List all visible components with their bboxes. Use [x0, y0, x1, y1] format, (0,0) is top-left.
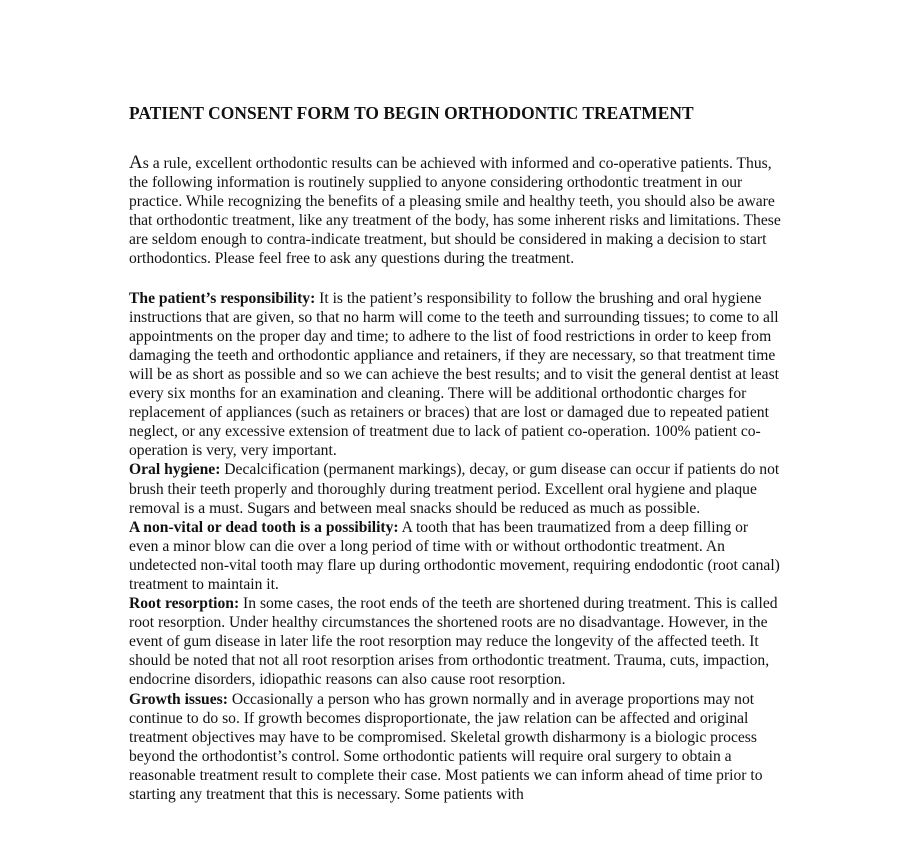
- intro-drop-letter: A: [129, 152, 143, 173]
- consent-sections: [129, 289, 781, 805]
- section-body: It is the patient’s responsibility to follow the brushing and oral hygiene instructions that are given, so that no harm will come to the teeth and surrounding tissues; to come to all appointments on the proper day and time; to adhere to the list of food restrictions in order to keep from damaging the teeth and orthodontic appliance and retainers, if they are necessary, so that treatment time will be as short as possible and so we can achieve the best results; and to visit the general dentist at least every six months for an examination and cleaning. There will be additional orthodontic charges for replacement of appliances (such as retainers or braces) that are lost or damaged due to repeated patient neglect, or any excessive extension of treatment due to lack of patient co-operation. 100% patient co-operation is very, very important.: [129, 289, 780, 460]
- section-body: A tooth that has been traumatized from a deep filling or even a minor blow can die over a long period of time with or without orthodontic treatment. An undetected non-vital tooth may flare up during orthodontic movement, requiring endodontic (root canal) treatment to maintain it.: [129, 518, 780, 593]
- section-body: Decalcification (permanent markings), decay, or gum disease can occur if patients do not brush their teeth properly and thoroughly during treatment period. Excellent oral hygiene and plaque removal is a must. Sugars and between meal snacks should be reduced as much as possible.: [129, 461, 780, 517]
- consent-document: [129, 102, 781, 804]
- section-heading: A non-vital or dead tooth is a possibility:: [129, 518, 399, 536]
- section-patient-responsibility: [129, 289, 781, 461]
- section-heading: Oral hygiene:: [129, 461, 221, 479]
- section-heading: Root resorption:: [129, 595, 240, 613]
- intro-paragraph: [129, 153, 781, 269]
- section-non-vital-tooth: [129, 518, 781, 594]
- section-growth-issues: [129, 690, 781, 805]
- section-heading: Growth issues:: [129, 690, 228, 708]
- intro-text: s a rule, excellent orthodontic results can be achieved with informed and co-operative patients. Thus, the following information is routinely supplied to anyone considering orthodontic treatment in our practice. While recognizing the benefits of a pleasing smile and healthy teeth, you should also be aware that orthodontic treatment, like any treatment of the body, has some inherent risks and limitations. These are seldom enough to contra-indicate treatment, but should be considered in making a decision to start orthodontics. Please feel free to ask any questions during the treatment.: [129, 155, 781, 268]
- section-heading: The patient’s responsibility:: [129, 289, 316, 307]
- section-oral-hygiene: [129, 460, 781, 517]
- section-root-resorption: [129, 594, 781, 689]
- section-body: In some cases, the root ends of the teeth are shortened during treatment. This is called root resorption. Under healthy circumstances the shortened roots are no disadvantage. However, in the event of gum disease in later life the root resorption may reduce the longevity of the affected teeth. It should be noted that not all root resorption arises from orthodontic treatment. Trauma, cuts, impaction, endocrine disorders, idiopathic reasons can also cause root resorption.: [129, 595, 778, 689]
- section-body: Occasionally a person who has grown normally and in average proportions may not continue to do so. If growth becomes disproportionate, the jaw relation can be affected and original treatment objectives may have to be compromised. Skeletal growth disharmony is a biologic process beyond the orthodontist’s control. Some orthodontic patients will require oral surgery to obtain a reasonable treatment result to complete their case. Most patients we can inform ahead of time prior to starting any treatment that this is necessary. Some patients with: [129, 690, 763, 803]
- document-title: PATIENT CONSENT FORM TO BEGIN ORTHODONTIC TREATMENT: [129, 103, 694, 123]
